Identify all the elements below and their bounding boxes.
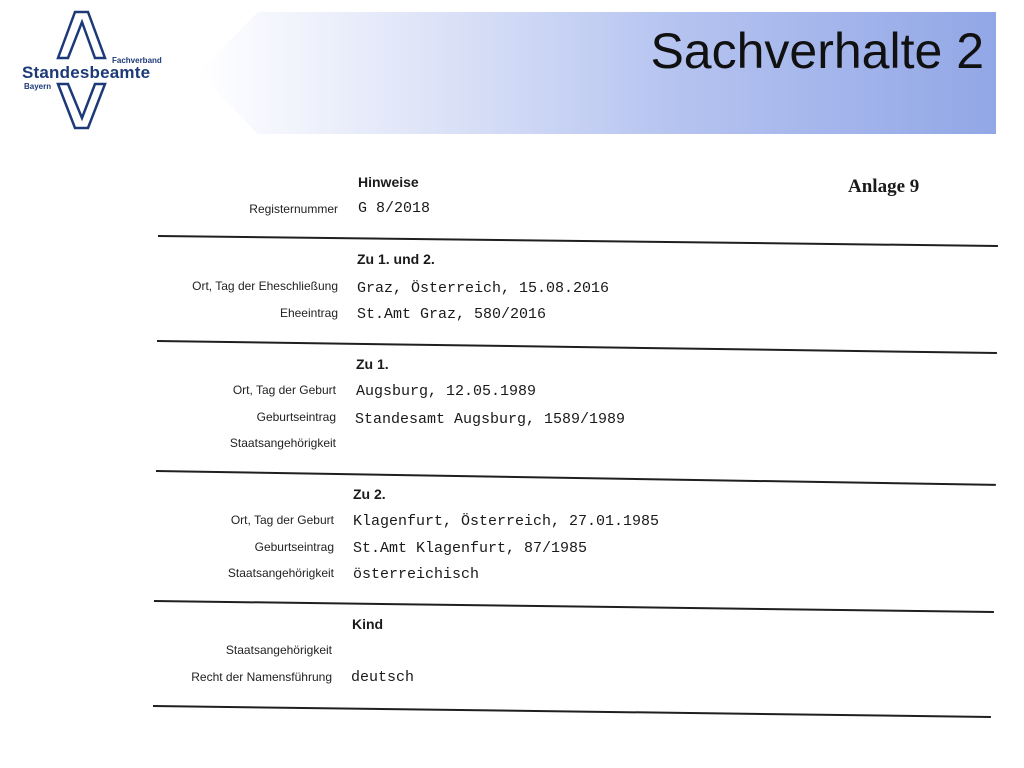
logo-text-top: Fachverband xyxy=(112,56,162,65)
divider xyxy=(158,235,998,247)
field-value: Graz, Österreich, 15.08.2016 xyxy=(357,280,610,297)
field-label: Registernummer xyxy=(249,202,338,216)
section-heading: Zu 1. xyxy=(356,356,389,372)
logo-text-main: Standesbeamte xyxy=(22,63,151,82)
logo-text-bottom: Bayern xyxy=(24,82,52,91)
field-label: Ort, Tag der Eheschließung xyxy=(192,279,338,293)
divider xyxy=(154,600,994,613)
divider xyxy=(153,705,991,718)
field-label: Staatsangehörigkeit xyxy=(227,566,334,580)
annex-label: Anlage 9 xyxy=(848,176,920,197)
field-label: Ort, Tag der Geburt xyxy=(232,383,336,397)
field-value: Standesamt Augsburg, 1589/1989 xyxy=(355,411,626,428)
field-label: Ort, Tag der Geburt xyxy=(230,513,334,527)
field-label: Staatsangehörigkeit xyxy=(225,643,332,657)
section-heading: Zu 1. und 2. xyxy=(357,251,435,267)
field-label: Staatsangehörigkeit xyxy=(229,436,336,450)
field-value: Augsburg, 12.05.1989 xyxy=(356,383,537,400)
section-heading: Hinweise xyxy=(358,174,419,190)
section-heading: Kind xyxy=(352,616,384,632)
slide-title: Sachverhalte 2 xyxy=(650,23,984,79)
section-heading: Zu 2. xyxy=(353,486,386,502)
field-label: Geburtseintrag xyxy=(254,540,334,554)
field-value: deutsch xyxy=(351,669,415,686)
divider xyxy=(157,340,997,354)
field-value: St.Amt Graz, 580/2016 xyxy=(357,306,547,323)
field-label: Recht der Namensführung xyxy=(191,670,332,684)
field-label: Eheeintrag xyxy=(279,306,338,320)
field-value: Klagenfurt, Österreich, 27.01.1985 xyxy=(353,513,660,530)
field-value: St.Amt Klagenfurt, 87/1985 xyxy=(353,540,588,557)
field-value: G 8/2018 xyxy=(358,200,431,217)
field-value: österreichisch xyxy=(353,566,480,583)
divider xyxy=(156,470,996,486)
field-label: Geburtseintrag xyxy=(256,410,336,424)
